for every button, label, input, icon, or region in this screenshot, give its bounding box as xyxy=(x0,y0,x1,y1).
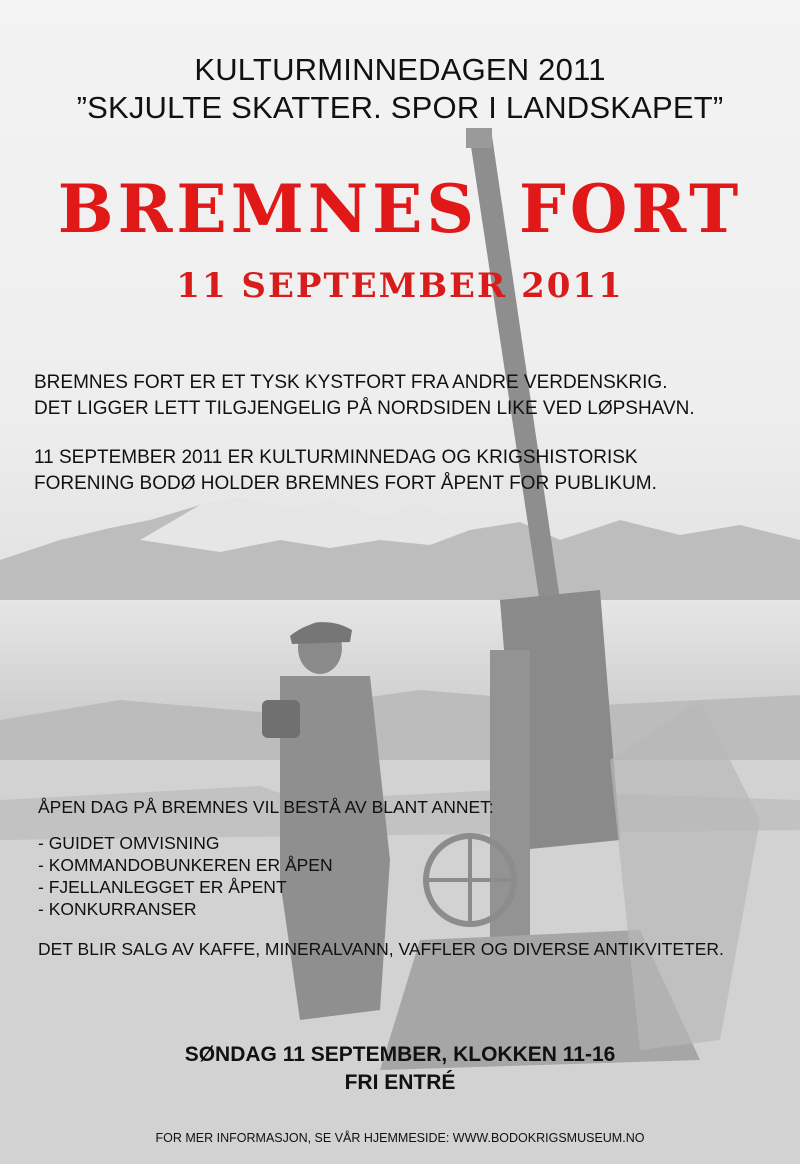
intro-paragraph-2 xyxy=(34,445,695,497)
event-place: BREMNES FORT xyxy=(57,170,743,248)
festival-theme: ”SKJULTE SKATTER. SPOR I LANDSKAPET” xyxy=(76,90,724,125)
event-time: SØNDAG 11 SEPTEMBER, KLOKKEN 11-16 xyxy=(184,1043,616,1066)
intro-paragraph-1 xyxy=(34,370,695,422)
festival-title: KULTURMINNEDAGEN 2011 xyxy=(194,52,606,87)
website-info: FOR MER INFORMASJON, SE VÅR HJEMMESIDE: WWW.BODOKRIGSMUSEUM.NO xyxy=(155,1131,645,1145)
intro-line: FORENING BODØ HOLDER BREMNES FORT ÅPENT FOR PUBLIKUM. xyxy=(34,473,657,494)
program-heading: ÅPEN DAG PÅ BREMNES VIL BESTÅ AV BLANT ANNET: xyxy=(38,797,494,817)
list-item: - KONKURRANSER xyxy=(38,899,197,919)
intro-line: DET LIGGER LETT TILGJENGELIG PÅ NORDSIDEN LIKE VED LØPSHAVN. xyxy=(34,398,695,419)
event-date: 11 SEPTEMBER 2011 xyxy=(176,266,624,306)
admission: FRI ENTRÉ xyxy=(344,1071,456,1094)
intro-text xyxy=(34,370,695,520)
binoculars xyxy=(262,700,300,738)
sales-note: DET BLIR SALG AV KAFFE, MINERALVANN, VAFFLER OG DIVERSE ANTIKVITETER. xyxy=(38,939,724,959)
list-item: - FJELLANLEGGET ER ÅPENT xyxy=(38,877,287,897)
intro-line: 11 SEPTEMBER 2011 ER KULTURMINNEDAG OG KRIGSHISTORISK xyxy=(34,447,638,468)
program-section xyxy=(38,796,724,960)
list-item: - KOMMANDOBUNKEREN ER ÅPEN xyxy=(38,855,333,875)
list-item: - GUIDET OMVISNING xyxy=(38,833,220,853)
intro-line: BREMNES FORT ER ET TYSK KYSTFORT FRA ANDRE VERDENSKRIG. xyxy=(34,372,668,393)
gun-barrel-tip xyxy=(466,128,492,148)
program-list xyxy=(38,832,724,920)
